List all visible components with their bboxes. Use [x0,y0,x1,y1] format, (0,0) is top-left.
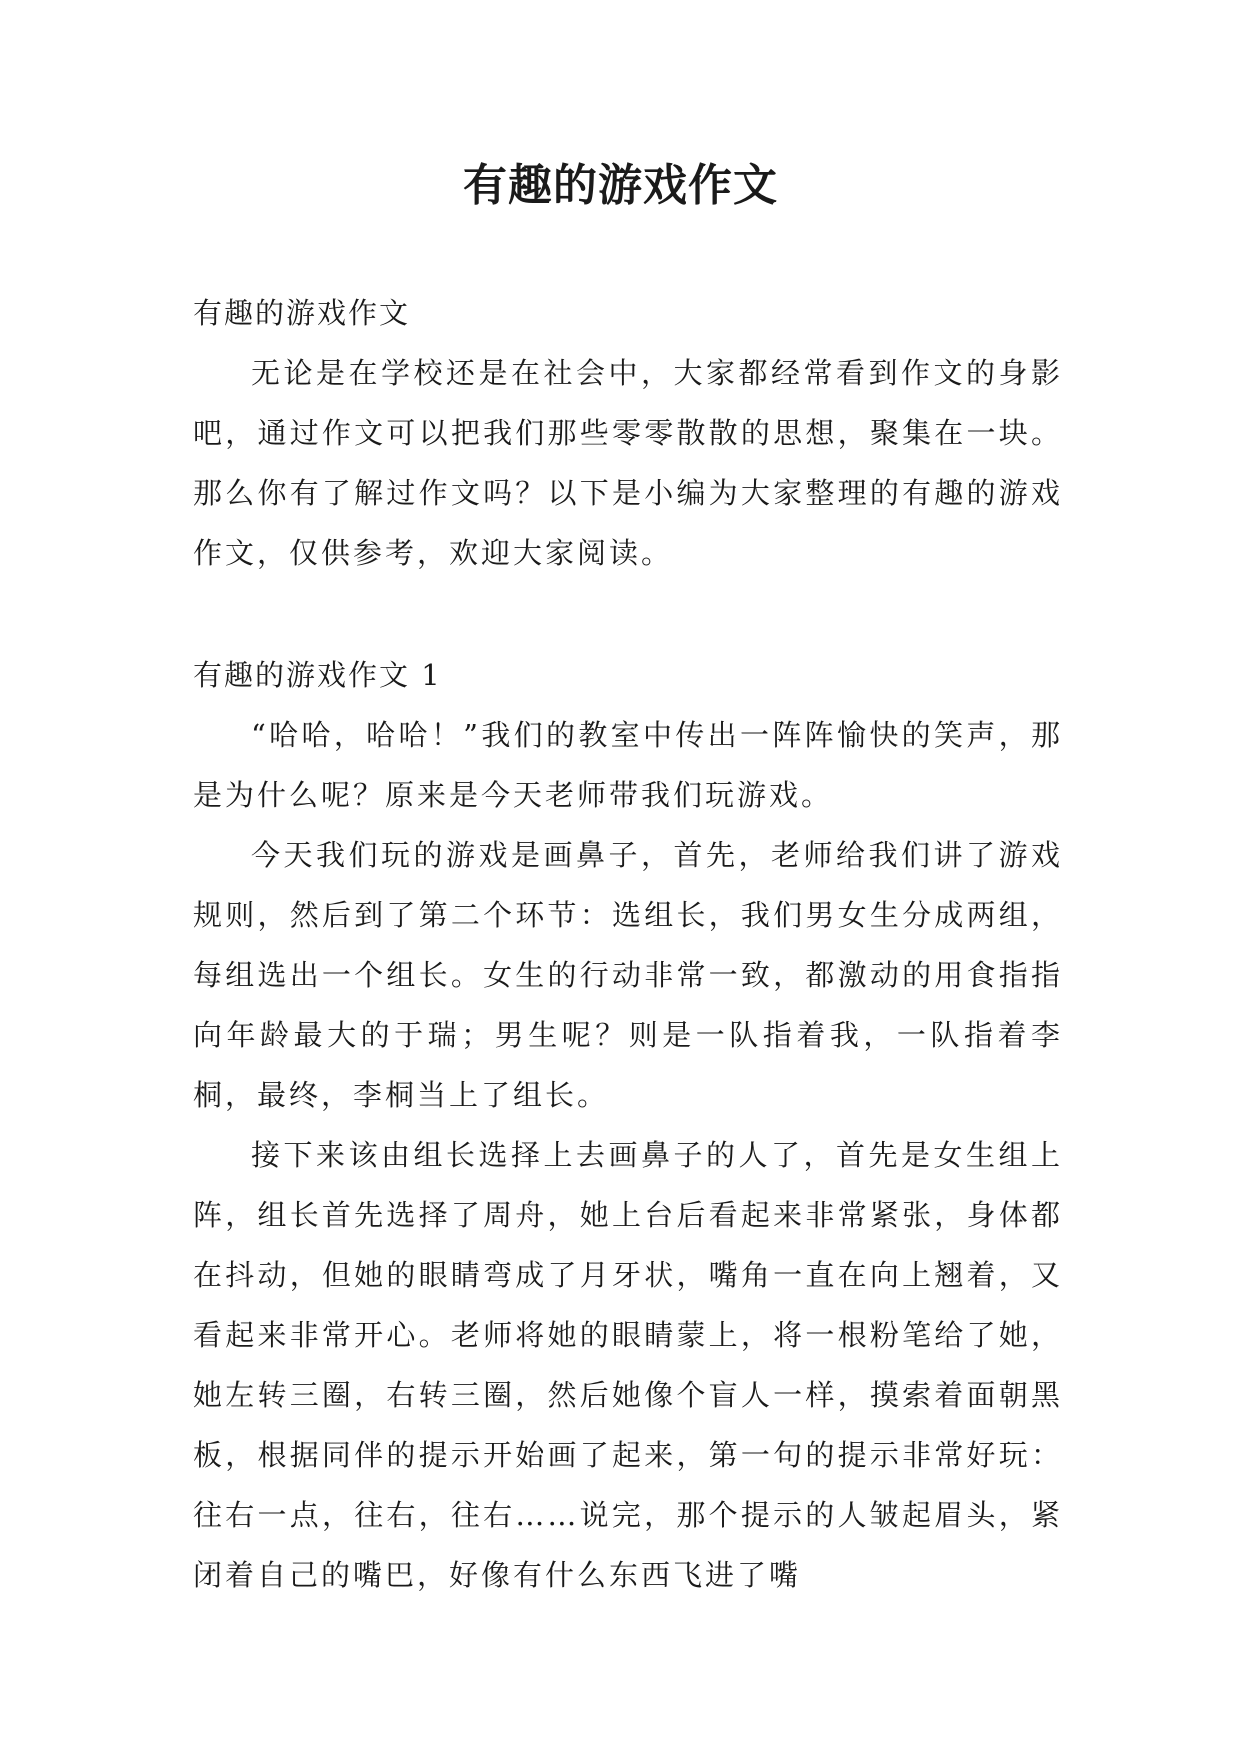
section-heading: 有趣的游戏作文 1 [193,658,442,692]
intro-paragraph: 无论是在学校还是在社会中，大家都经常看到作文的身影吧，通过作文可以把我们那些零零散散的思想，聚集在一块。那么你有了解过作文吗？以下是小编为大家整理的有趣的游戏作文，仅供参考，欢迎大家阅读。 [193,356,1063,570]
document-title: 有趣的游戏作文 [463,160,778,211]
document-body [193,283,1063,1605]
body-paragraph-1: “哈哈，哈哈！”我们的教室中传出一阵阵愉快的笑声，那是为什么呢？原来是今天老师带我们玩游戏。 [193,718,1063,812]
body-paragraph-3: 接下来该由组长选择上去画鼻子的人了，首先是女生组上阵，组长首先选择了周舟，她上台后看起来非常紧张，身体都在抖动，但她的眼睛弯成了月牙状，嘴角一直在向上翘着，又看起来非常开心。老师将她的眼睛蒙上，将一根粉笔给了她，她左转三圈，右转三圈，然后她像个盲人一样，摸索着面朝黑板，根据同伴的提示开始画了起来，第一句的提示非常好玩：往右一点，往右，往右……说完，那个提示的人皱起眉头，紧闭着自己的嘴巴，好像有什么东西飞进了嘴 [193,1138,1063,1592]
section-spacer [193,583,1063,645]
intro-heading: 有趣的游戏作文 [193,296,411,330]
body-paragraph-2: 今天我们玩的游戏是画鼻子，首先，老师给我们讲了游戏规则，然后到了第二个环节：选组长，我们男女生分成两组，每组选出一个组长。女生的行动非常一致，都激动的用食指指向年龄最大的于瑞；男生呢？则是一队指着我，一队指着李桐，最终，李桐当上了组长。 [193,838,1063,1112]
